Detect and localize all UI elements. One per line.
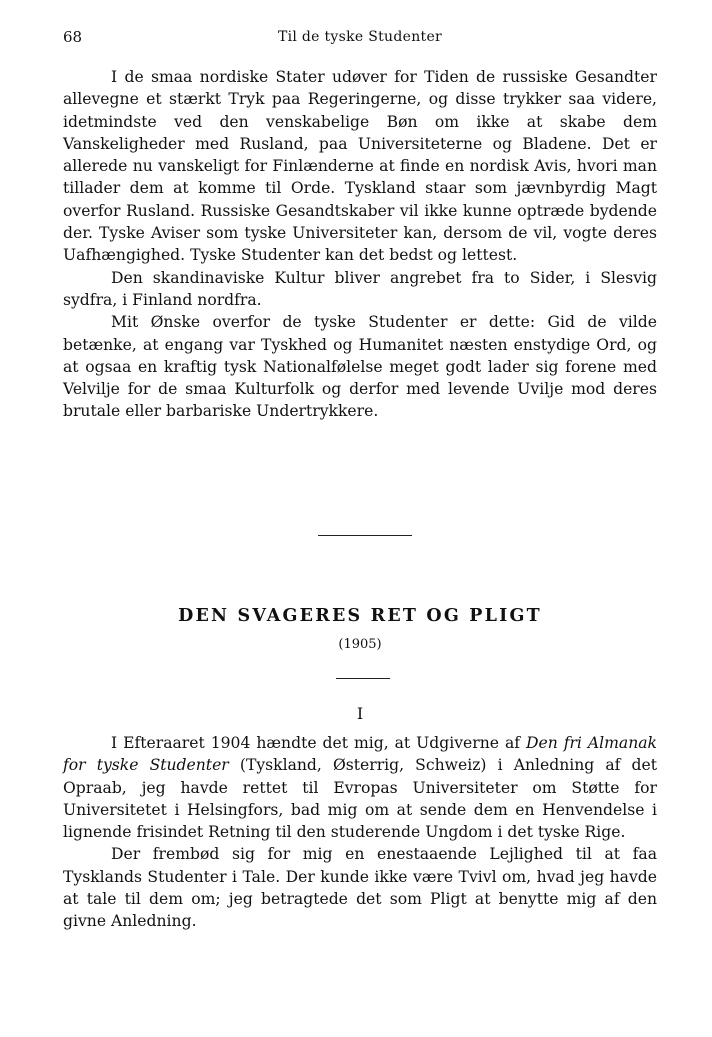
paragraph: Der frembød sig for mig en enestaaende Lejlighed til at faa Tysklands Studenter i Tale. Der kunde ikke være Tvivl om, hvad jeg havde at tale til dem om; jeg betragtede det som Pligt at benytte mig af den givne Anledning.	[63, 845, 657, 931]
running-head	[63, 28, 657, 50]
closing-text-block	[63, 66, 657, 423]
paragraph-end: (Tyskland, Østerrig, Schweiz) i Anledning af det Opraab, jeg havde rettet til Evropas Universiteter om Støtte for Universitetet i Helsingfors, bad mig om at sende dem en Henvendelse i lignende frisindet Retning til den studerende Ungdom i det tyske Rige.	[63, 756, 657, 842]
section-year: (1905)	[338, 637, 382, 652]
page-number: 68	[63, 28, 83, 46]
paragraph: I de smaa nordiske Stater udøver for Tiden de russiske Gesandter allevegne et stærkt Tryk paa Regeringerne, og disse trykker saa videre, idetmindste ved den venskabelige Bøn om ikke at skabe dem Vanskeligheder med Rusland, paa Universiteterne og Bladene. Det er allerede nu vanskeligt for Finlænderne at finde en nordisk Avis, hvori man tillader dem at komme til Orde. Tyskland staar som jævnbyrdig Magt overfor Rusland. Russiske Gesandtskaber vil ikke kunne optræde bydende der. Tyske Aviser som tyske Universiteter kan, dersom de vil, vogte deres Uafhængighed. Tyske Studenter kan det bedst og lettest.	[63, 68, 657, 265]
paragraph: Mit Ønske overfor de tyske Studenter er dette: Gid de vilde betænke, at engang var Tyskhed og Humanitet næsten enstydige Ord, og at ogsaa en kraftig tysk Nationalfølelse meget godt lader sig forene med Velvilje for de smaa Kulturfolk og derfor med levende Uvilje mod deres brutale eller barbariske Undertrykkere.	[63, 313, 657, 421]
paragraph	[63, 732, 657, 843]
paragraph: Den skandinaviske Kultur bliver angrebet fra to Sider, i Slesvig sydfra, i Finland nordfra.	[63, 268, 657, 309]
heading-rule	[336, 678, 390, 679]
paragraph-start: I Efteraaret 1904 hændte det mig, at Udgiverne af	[111, 734, 526, 752]
section-title: DEN SVAGERES RET OG PLIGT	[178, 606, 542, 626]
running-title: Til de tyske Studenter	[277, 29, 443, 45]
section-text-block	[63, 732, 657, 933]
chapter-numeral: I	[356, 704, 364, 723]
section-divider-rule	[318, 535, 412, 536]
publication-title: Den fri Almanak for tyske Studenter	[63, 734, 657, 775]
